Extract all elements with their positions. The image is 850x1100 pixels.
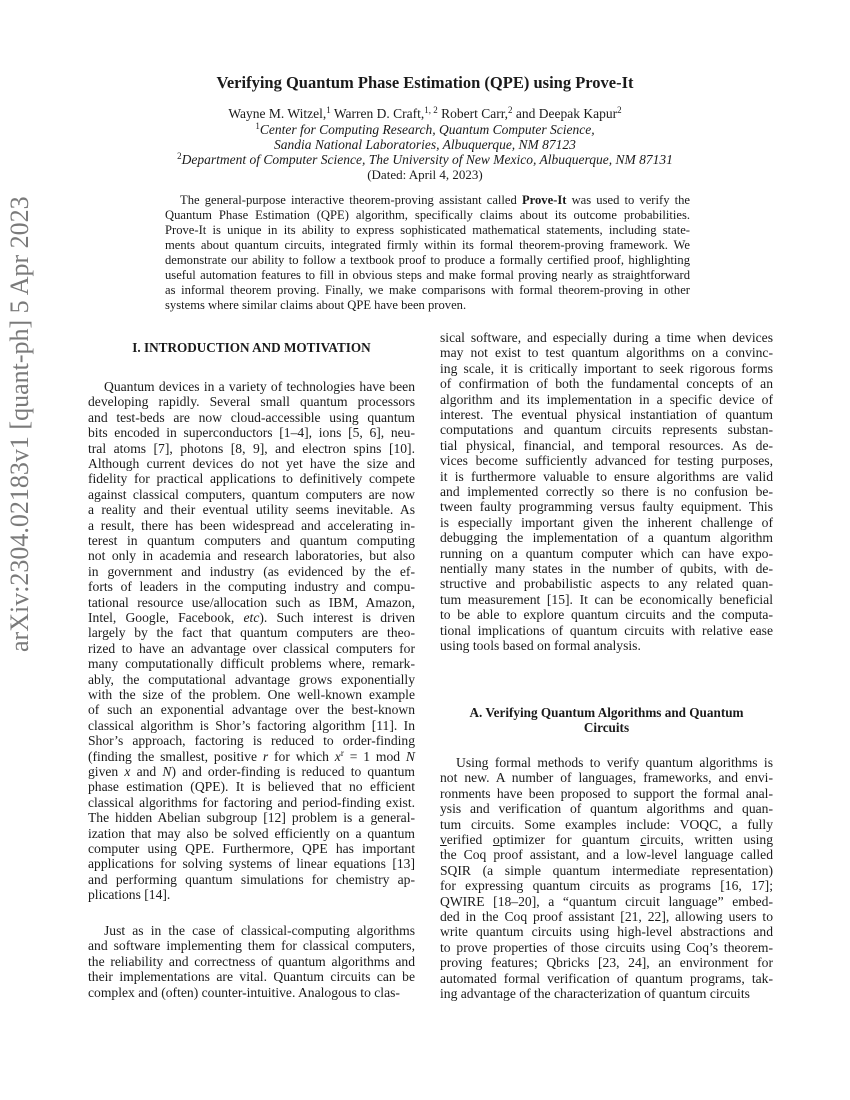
subsection-heading: A. Verifying Quantum Algorithms and Quantum bbox=[469, 705, 744, 720]
text-line: tum circuits. Some examples include: VOQC, a fully bbox=[440, 816, 773, 832]
text-line: ably, the computational advantage grows exponentially bbox=[88, 671, 415, 687]
text-line: tum measurement [15]. It can be economically beneficial bbox=[440, 591, 773, 607]
affiliation-text: Center for Computing Research, Quantum Computer Science, bbox=[259, 122, 595, 137]
text-line: many computationally difficult problems where, remark- bbox=[88, 656, 415, 672]
text-segment: x bbox=[334, 748, 341, 764]
text-segment: r bbox=[340, 747, 344, 758]
text-segment: o bbox=[492, 832, 500, 847]
author-affiliation-mark: 2 bbox=[508, 105, 513, 115]
text-line: bits encoded in superconductors [1–4], ions [5, 6], neu- bbox=[88, 425, 415, 441]
arxiv-stamp: arXiv:2304.02183v1 [quant-ph] 5 Apr 2023 bbox=[5, 196, 34, 652]
text-segment: erified bbox=[446, 832, 493, 847]
text-line: Although current devices do not yet have the size and bbox=[88, 456, 415, 471]
text-segment: Intel, Google, Facebook, bbox=[88, 610, 244, 625]
text-line: proving features; Qbricks [23, 24], an environment for bbox=[440, 955, 773, 971]
text-line: plications [14]. bbox=[88, 887, 171, 903]
text-line bbox=[180, 193, 690, 208]
text-segment: The general-purpose interactive theorem-proving assistant called bbox=[180, 193, 522, 207]
text-segment: ptimizer for bbox=[499, 832, 583, 847]
text-line: rized to have an advantage over classical computers for bbox=[88, 640, 415, 656]
subsection-heading-cont: Circuits bbox=[583, 720, 630, 735]
text-line bbox=[440, 832, 773, 847]
text-line: the reliability and correctness of quantum algorithms and bbox=[88, 953, 415, 969]
affiliation-text: Department of Computer Science, The University of New Mexico, Albuquerque, NM 87131 bbox=[181, 152, 673, 167]
text-line: phase estimation (QPE). It is believed that no efficient bbox=[88, 779, 415, 795]
text-line: not new. A number of languages, frameworks, and envi- bbox=[440, 770, 773, 786]
text-segment: Prove-It bbox=[521, 193, 567, 207]
text-line: with the size of the problem. One well-known example bbox=[88, 687, 415, 702]
text-line: forts of leaders in the computing industry and compu- bbox=[88, 579, 415, 595]
text-line: ing advantage of the characterization of quantum circuits bbox=[440, 986, 750, 1001]
text-segment: (finding the smallest, positive bbox=[88, 748, 263, 764]
dated: (Dated: April 4, 2023) bbox=[367, 167, 483, 182]
text-segment: c bbox=[640, 832, 647, 847]
text-line: complex and (often) counter-intuitive. Analogous to clas- bbox=[88, 984, 400, 1000]
text-segment: and bbox=[130, 764, 163, 779]
text-line: SQIR (a simple quantum intermediate representation) bbox=[440, 862, 773, 878]
text-line: computer using QPE. Furthermore, QPE has important bbox=[88, 841, 415, 856]
author-affiliation-mark: 1, 2 bbox=[424, 105, 438, 115]
author-name: and Deepak Kapur bbox=[515, 106, 618, 121]
text-line: ing scale, it is critically important to seek rigorous forms bbox=[440, 360, 773, 376]
affiliation bbox=[0, 137, 850, 153]
text-line: fidelity for practical applications to definitively compete bbox=[88, 471, 415, 487]
text-line: Quantum Phase Estimation (QPE) algorithm, specifically claims about its outcome probabilities. bbox=[165, 208, 690, 222]
text-line: The hidden Abelian subgroup [12] problem is a general- bbox=[88, 810, 415, 826]
text-line: Quantum devices in a variety of technologies have been bbox=[104, 379, 415, 394]
affiliation bbox=[0, 152, 850, 168]
text-line: in government and industry (as evidenced by the ef- bbox=[88, 563, 415, 579]
author-name: Robert Carr, bbox=[441, 106, 509, 121]
text-line: tween faulty programming versus faulty equipment. This bbox=[440, 499, 773, 515]
text-line: computations and quantum circuits represents substan- bbox=[440, 422, 773, 438]
text-line: using tools based on formal analysis. bbox=[440, 638, 641, 653]
text-line: systems where similar claims about QPE have been proven. bbox=[165, 298, 467, 312]
text-segment: = 1 mod bbox=[343, 748, 406, 764]
text-line: and performing quantum simulations for chemistry ap- bbox=[88, 871, 415, 887]
text-line: sical software, and especially during a time when devices bbox=[440, 330, 773, 345]
text-segment: ) and order-finding is reduced to quantum bbox=[171, 764, 415, 779]
text-line: tional implications of quantum circuits with relative ease bbox=[440, 622, 773, 638]
affiliation-number: 2 bbox=[177, 151, 182, 161]
text-line bbox=[88, 764, 415, 779]
author-name: Wayne M. Witzel, bbox=[228, 106, 327, 121]
text-line: developing rapidly. Several small quantum processors bbox=[88, 394, 415, 410]
text-segment: N bbox=[405, 748, 415, 764]
text-line: ization that may also be solved efficiently on a quantum bbox=[88, 825, 415, 841]
text-line: and implemented correctly so there is no confusion be- bbox=[440, 484, 773, 499]
text-segment: etc bbox=[243, 610, 260, 625]
affiliation-text: Sandia National Laboratories, Albuquerque, NM 87123 bbox=[274, 137, 576, 152]
text-line: tial physical, financial, and temporal resources. As de- bbox=[440, 437, 773, 453]
affiliation bbox=[0, 122, 850, 138]
text-line: Prove-It is unique in its ability to express sophisticated mathematical statements, including state- bbox=[165, 223, 690, 237]
text-line: nentially many states in the number of qubits, with de- bbox=[440, 561, 773, 576]
author-affiliation-mark: 1 bbox=[326, 105, 331, 115]
text-line: demonstrate our ability to follow a textbook proof to produce a formally certified proof, highlighting bbox=[165, 253, 690, 267]
text-line: of such an exponential advantage over the best-known bbox=[88, 702, 415, 718]
text-segment: given bbox=[88, 764, 125, 779]
text-line: useful automation features to fill in obvious steps and make formal proving nearly as straightforward bbox=[165, 268, 690, 282]
author-list bbox=[0, 106, 850, 122]
affiliation-number: 1 bbox=[255, 121, 260, 131]
text-line: Just as in the case of classical-computing algorithms bbox=[104, 923, 415, 938]
text-line: a result, there has been widespread and accelerating in- bbox=[88, 517, 415, 533]
text-line: ded in the Coq proof assistant [21, 22], allowing users to bbox=[440, 909, 773, 924]
text-line: Using formal methods to verify quantum algorithms is bbox=[456, 755, 773, 770]
author-affiliation-mark: 2 bbox=[617, 105, 622, 115]
text-line: applications for solving systems of linear equations [13] bbox=[88, 856, 415, 872]
text-line: of confirmation of both the fundamental concepts of an bbox=[440, 376, 773, 392]
text-line: ronments have been proposed to support the formal anal- bbox=[440, 785, 773, 801]
text-line: is especially important given the inherent challenge of bbox=[440, 514, 773, 530]
text-line: their implementations are vital. Quantum circuits can be bbox=[88, 969, 415, 985]
text-line: terest in quantum computers and quantum computing bbox=[88, 533, 415, 548]
text-segment: ircuits, written using bbox=[646, 832, 773, 847]
text-segment: was used to verify the bbox=[566, 193, 690, 207]
text-segment: v bbox=[440, 832, 447, 847]
text-segment: x bbox=[124, 764, 131, 779]
text-line: the Coq proof assistant, and a low-level language called bbox=[440, 847, 773, 863]
text-line: and software implementing them for classical computers, bbox=[88, 938, 415, 954]
author-name: Warren D. Craft, bbox=[333, 106, 425, 121]
text-line bbox=[88, 610, 415, 625]
text-line: not only in academia and research laboratories, but also bbox=[88, 548, 415, 564]
text-line: running on a quantum computer which can have expo- bbox=[440, 545, 773, 561]
text-line: classical algorithm is Shor’s factoring algorithm [11]. In bbox=[88, 717, 415, 733]
text-line: a reality and their eventual utility seems inevitable. As bbox=[88, 502, 415, 518]
text-line: it is furthermore valuable to ensure algorithms are valid bbox=[440, 468, 773, 484]
text-line: structive and probabilistic aspects to any related quan- bbox=[440, 576, 773, 592]
text-line: largely by the fact that quantum computers are theo- bbox=[88, 625, 415, 641]
text-line: to be able to explore quantum circuits and the computa- bbox=[440, 607, 773, 623]
text-segment: ). Such interest is driven bbox=[259, 610, 416, 625]
text-line: QWIRE [18–20], a “quantum circuit language” embed- bbox=[440, 893, 773, 909]
text-segment: N bbox=[162, 764, 172, 779]
text-line: tational resource use/allocation such as IBM, Amazon, bbox=[88, 594, 415, 610]
text-line: classical algorithms for factoring and period-finding exist. bbox=[88, 794, 415, 810]
text-line: against classical computers, quantum computers are now bbox=[88, 486, 415, 502]
text-line: automated formal verification of quantum programs, tak- bbox=[440, 970, 773, 986]
text-segment: q bbox=[582, 832, 589, 847]
text-line: ysis and verification of quantum algorithms and quan- bbox=[440, 801, 773, 817]
text-line: to prove properties of those circuits using Coq’s theorem- bbox=[440, 939, 773, 955]
text-line bbox=[88, 749, 415, 764]
text-line: for expressing quantum circuits as programs [16, 17]; bbox=[440, 878, 773, 894]
text-line: as informal theorem proving. Finally, we make comparisons with formal theorem-proving in other bbox=[165, 283, 690, 297]
text-line: interest. The eventual physical instantiation of quantum bbox=[440, 407, 773, 422]
text-line: may not exist to test quantum algorithms on a convinc- bbox=[440, 345, 773, 361]
section-heading: I. INTRODUCTION AND MOTIVATION bbox=[132, 340, 371, 355]
text-line: ments about quantum circuits, integrated firmly within its formal theorem-proving framework. We bbox=[165, 238, 690, 252]
paper-title: Verifying Quantum Phase Estimation (QPE) using Prove-It bbox=[216, 73, 634, 92]
text-line: write quantum circuits using high-level abstractions and bbox=[440, 924, 773, 940]
text-line: tral atoms [7], photons [8, 9], and electron spins [10]. bbox=[88, 440, 415, 456]
text-line: and test-beds are now cloud-accessible using quantum bbox=[88, 409, 415, 425]
text-line: vices become sufficiently advanced for testing purposes, bbox=[440, 453, 773, 469]
text-line: debugging the implementation of a quantum algorithm bbox=[440, 530, 773, 546]
text-segment: for which bbox=[268, 748, 335, 764]
text-line: algorithm and its implementation in a specific device of bbox=[440, 391, 773, 407]
text-line: Shor’s approach, factoring is reduced to order-finding bbox=[88, 733, 415, 749]
text-segment: r bbox=[262, 748, 269, 764]
text-segment: uantum bbox=[588, 832, 641, 847]
